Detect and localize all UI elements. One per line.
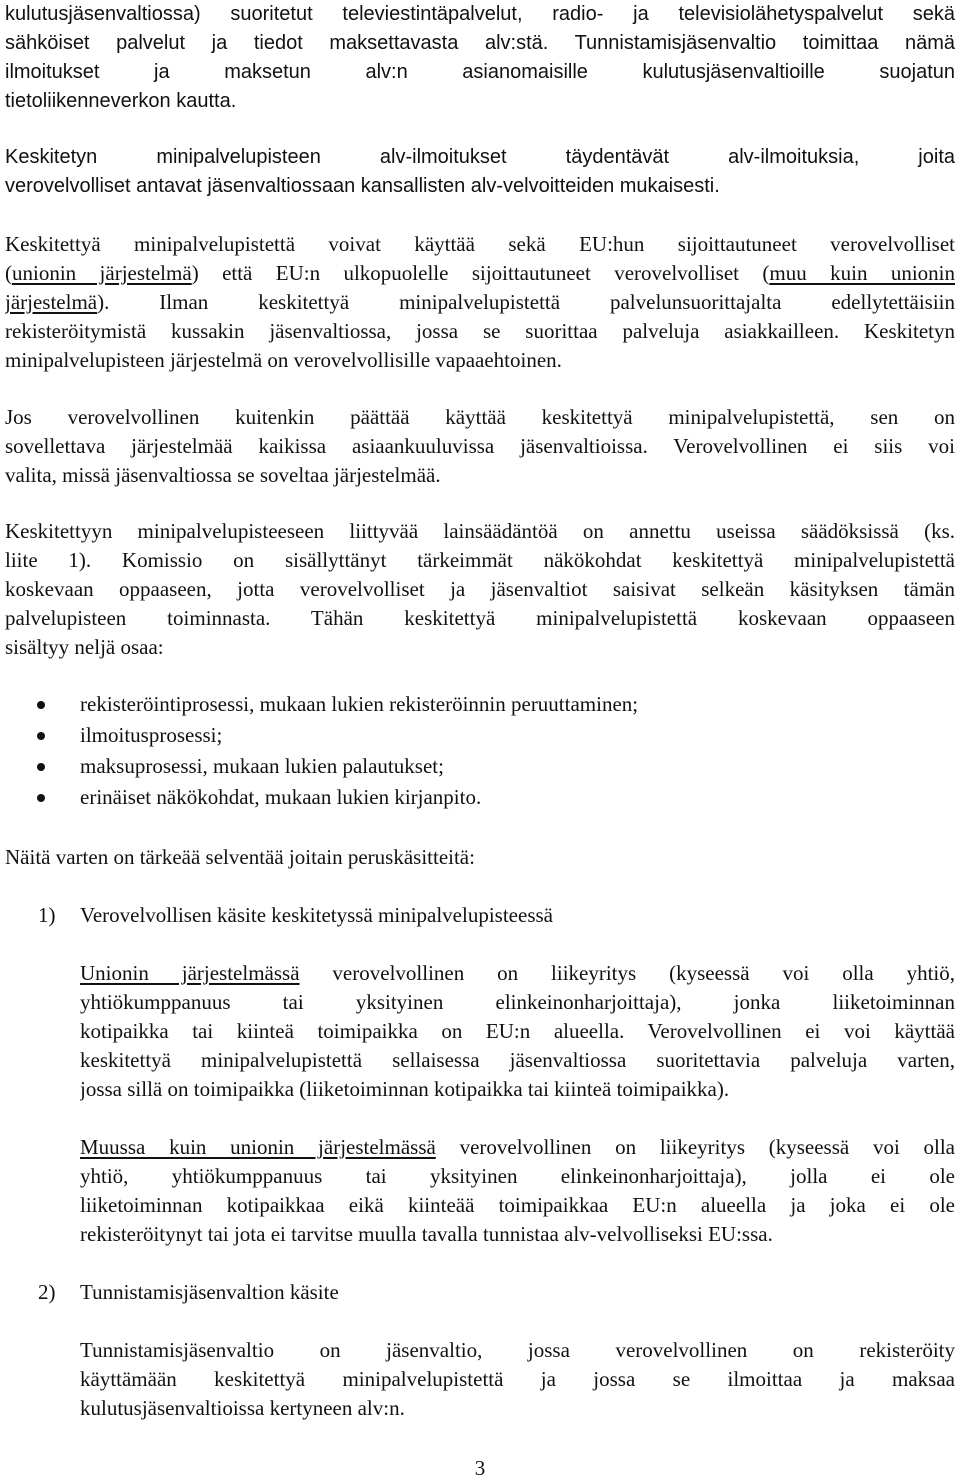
muussa-kuin-unionin-term: Muussa kuin unionin järjestelmässä (80, 1135, 436, 1159)
bullet-icon (37, 732, 45, 740)
text-line: keskitettyä minipalvelupistettä sellaisessa jäsenvaltiossa suoritettavia palveluja varten, (80, 1048, 955, 1072)
item-title: Tunnistamisjäsenvaltion käsite (80, 1280, 339, 1304)
text-line: koskevaan oppaaseen, jotta verovelvolliset ja jäsenvaltiot saisivat selkeän käsityksen tämän (5, 577, 955, 601)
text-line: palvelupisteen toiminnasta. Tähän keskitettyä minipalvelupistettä koskevaan oppaaseen (5, 606, 955, 630)
item-1-paragraph-1 (80, 959, 955, 1104)
text-line: sisältyy neljä osaa: (5, 635, 164, 659)
text-line: kotipaikka tai kiinteä toimipaikka on EU:n alueella. Verovelvollinen ei voi käyttää (80, 1019, 955, 1043)
intro-line (5, 843, 955, 872)
text-span: ) että EU:n ulkopuolelle sijoittautuneet verovelvolliset ( (191, 261, 770, 285)
list-item-text: ilmoitusprosessi; (80, 723, 223, 747)
bullet-icon (37, 701, 45, 709)
jarjestelma-term: järjestelmä (5, 290, 98, 314)
text-line: ilmoitukset ja maksetun alv:n asianomaisille kulutusjäsenvaltioille suojatun (5, 61, 955, 83)
text-line: Keskitettyyn minipalvelupisteeseen liittyvää lainsäädäntöä on annettu useissa säädöksissä (ks. (5, 519, 955, 543)
text-line: Jos verovelvollinen kuitenkin päättää käyttää keskitettyä minipalvelupistettä, sen on (5, 405, 955, 429)
text-line: jossa sillä on toimipaikka (liiketoiminnan kotipaikka tai kiinteä toimipaikka). (80, 1077, 730, 1101)
page-number: 3 (474, 1456, 486, 1480)
paragraph-2 (5, 143, 955, 201)
numbered-item-2 (38, 1278, 339, 1307)
text-line: yhtiökumppanuus tai yksityinen elinkeinonharjoittaja), jonka liiketoiminnan (80, 990, 955, 1014)
text-span: verovelvollinen on liikeyritys (kyseessä voi olla yhtiö, (299, 961, 955, 985)
paragraph-3 (5, 230, 955, 375)
text-line: minipalvelupisteen järjestelmä on verovelvollisille vapaaehtoinen. (5, 348, 562, 372)
text-line: Keskitettyä minipalvelupistettä voivat käyttää sekä EU:hun sijoittautuneet verovelvolliset (5, 232, 955, 256)
numbered-item-1 (38, 901, 553, 930)
text-line: Keskitetyn minipalvelupisteen alv-ilmoitukset täydentävät alv-ilmoituksia, joita (5, 146, 955, 168)
text-line (80, 959, 955, 988)
bullet-list (37, 689, 937, 813)
list-item-text: maksuprosessi, mukaan lukien palautukset; (80, 754, 444, 778)
paragraph-4 (5, 403, 955, 490)
text-line: tietoliikenneverkon kautta. (5, 90, 237, 112)
list-item (37, 782, 937, 813)
bullet-icon (37, 794, 45, 802)
text-span: ). Ilman keskitettyä minipalvelupistettä palvelunsuorittajalta edellytettäisiin (97, 290, 955, 314)
text-span: ( (5, 261, 12, 285)
text-line: rekisteröitynyt tai jota ei tarvitse muulla tavalla tunnistaa alv-velvolliseksi EU:ssa. (80, 1222, 773, 1246)
list-item (37, 751, 937, 782)
bullet-icon (37, 763, 45, 771)
text-line (5, 259, 955, 288)
item-title: Verovelvollisen käsite keskitetyssä minipalvelupisteessä (80, 903, 553, 927)
paragraph-1 (5, 0, 955, 116)
unionin-jarjestelmassa-term: Unionin järjestelmässä (80, 961, 300, 985)
list-item (37, 720, 937, 751)
text-line (80, 1133, 955, 1162)
text-line: verovelvolliset antavat jäsenvaltiossaan kansallisten alv-velvoitteiden mukaisesti. (5, 175, 720, 197)
text-line: kulutusjäsenvaltiossa) suoritetut televiestintäpalvelut, radio- ja televisiolähetyspalvelut sekä (5, 3, 955, 25)
text-span: verovelvollinen on liikeyritys (kyseessä voi olla (435, 1135, 955, 1159)
text-line: käyttämään keskitettyä minipalvelupistettä ja jossa se ilmoittaa ja maksaa (80, 1367, 955, 1391)
list-item-text: erinäiset näkökohdat, mukaan lukien kirjanpito. (80, 785, 482, 809)
text-line: sovellettava järjestelmää kaikissa asiaankuuluvissa jäsenvaltioissa. Verovelvollinen ei siis voi (5, 434, 955, 458)
list-item (37, 689, 937, 720)
item-number: 1) (38, 903, 56, 927)
text-line: valita, missä jäsenvaltiossa se soveltaa järjestelmää. (5, 463, 441, 487)
text-line: Näitä varten on tärkeää selventää joitain peruskäsitteitä: (5, 845, 475, 869)
text-line: yhtiö, yhtiökumppanuus tai yksityinen elinkeinonharjoittaja), jolla ei ole (80, 1164, 955, 1188)
muu-kuin-unionin-term: muu kuin unionin (769, 261, 955, 285)
unionin-jarjestelma-term: unionin järjestelmä (12, 261, 192, 285)
text-line: liite 1). Komissio on sisällyttänyt tärkeimmät näkökohdat keskitettyä minipalvelupistettä (5, 548, 955, 572)
text-line: kulutusjäsenvaltioissa kertyneen alv:n. (80, 1396, 405, 1420)
paragraph-5 (5, 517, 955, 662)
item-1-paragraph-2 (80, 1133, 955, 1249)
list-item-text: rekisteröintiprosessi, mukaan lukien rekisteröinnin peruuttaminen; (80, 692, 639, 716)
text-line: Tunnistamisjäsenvaltio on jäsenvaltio, jossa verovelvollinen on rekisteröity (80, 1338, 955, 1362)
item-2-paragraph (80, 1336, 955, 1423)
item-number: 2) (38, 1280, 56, 1304)
text-line: sähköiset palvelut ja tiedot maksettavasta alv:stä. Tunnistamisjäsenvaltio toimittaa nämä (5, 32, 955, 54)
text-line: liiketoiminnan kotipaikkaa eikä kiinteää toimipaikkaa EU:n alueella ja joka ei ole (80, 1193, 955, 1217)
text-line (5, 288, 955, 317)
text-line: rekisteröitymistä kussakin jäsenvaltiossa, jossa se suorittaa palveluja asiakkailleen. Keskitetyn (5, 319, 955, 343)
